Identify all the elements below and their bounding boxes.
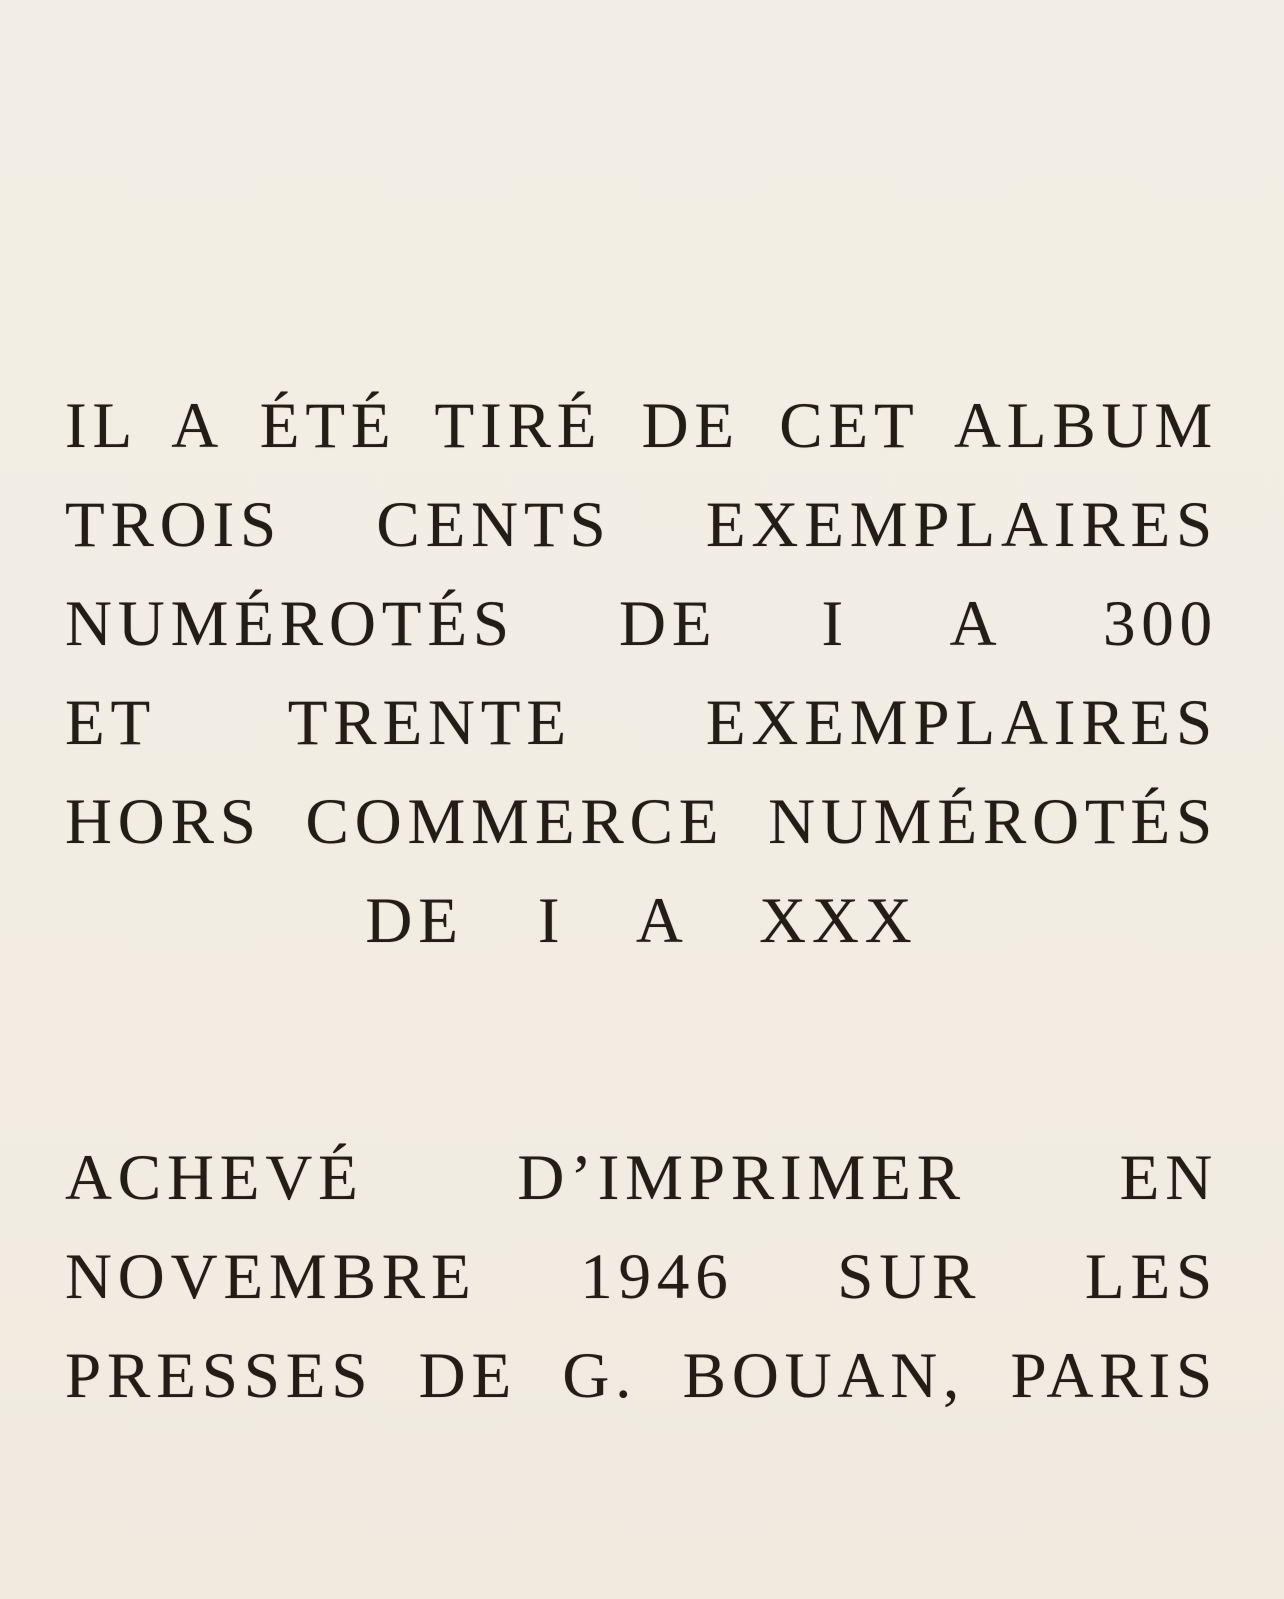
colophon-line: TROIS CENTS EXEMPLAIRES	[65, 489, 1218, 561]
colophon-text-block	[65, 377, 1218, 1426]
colophon-line: IL A ÉTÉ TIRÉ DE CET ALBUM	[65, 390, 1218, 462]
colophon-limitation-paragraph	[65, 377, 1218, 971]
colophon-line: ET TRENTE EXEMPLAIRES	[65, 687, 1218, 759]
colophon-line: PRESSES DE G. BOUAN, PARIS	[65, 1340, 1218, 1412]
colophon-line: NUMÉROTÉS DE I A 300	[65, 588, 1218, 660]
colophon-line: DE I A XXX	[365, 885, 918, 957]
colophon-line: HORS COMMERCE NUMÉROTÉS	[65, 786, 1218, 858]
colophon-line: ACHEVÉ D’IMPRIMER EN	[65, 1142, 1218, 1214]
colophon-line: NOVEMBRE 1946 SUR LES	[65, 1241, 1218, 1313]
colophon-imprint-paragraph	[65, 1129, 1218, 1426]
